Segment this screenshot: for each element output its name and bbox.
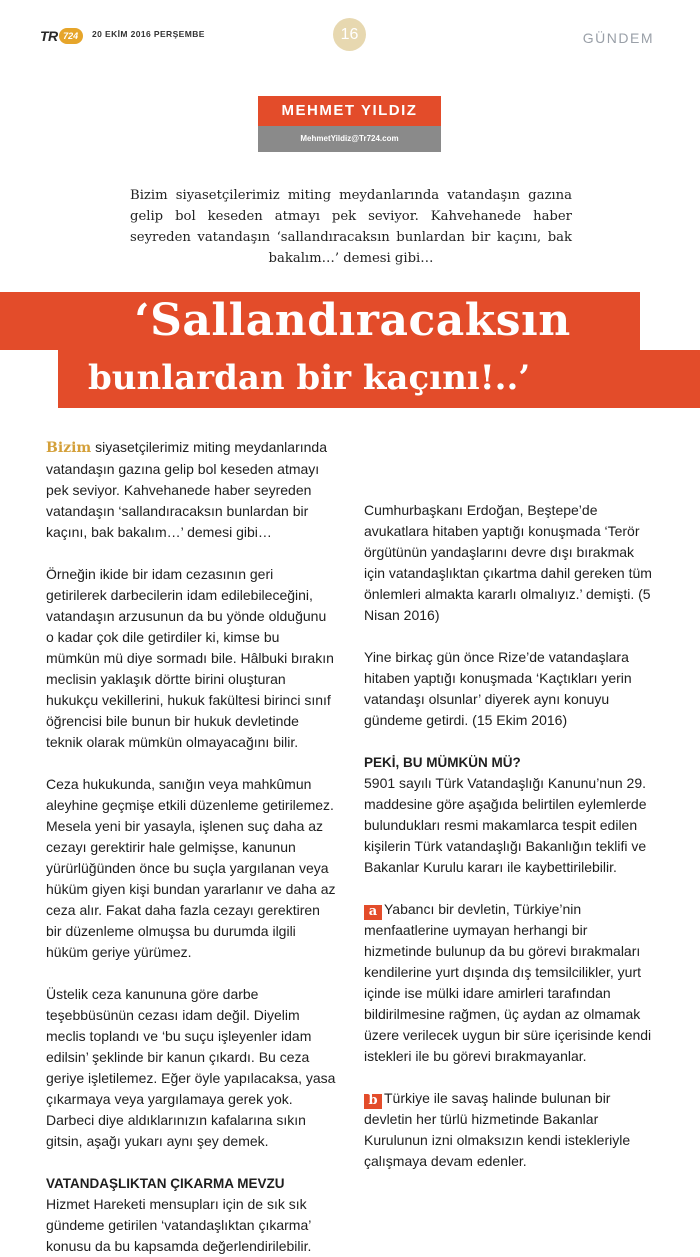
paragraph-text: siyasetçilerimiz miting meydanlarında vatandaşın gazına gelip bol keseden atmayı pek seviyor. Kahvehanede haber seyreden vatandaşın ‘sallandıracaksın bunlardan bir kaçını, bak bakalım…’ demesi gibi…	[46, 439, 327, 540]
paragraph: 5901 sayılı Türk Vatandaşlığı Kanunu’nun 29. maddesine göre aşağıda belirtilen eylemlerde bulundukları resmi makamlarca tespit edilen kişilerin Türk vatandaşlığı Bakanlığın teklifi ve Bakanlar Kurulu kararı ile kaybettirilebilir.	[364, 775, 647, 875]
list-item-text: Yabancı bir devletin, Türkiye’nin menfaatlerine uymayan herhangi bir hizmetinde bulunup da bu görevi bırakmaları kendilerine yurt dışında dış temsilcilikler, yurt içinde ise mülki idare amirleri tarafından bildirilmesine rağmen, üç aydan az olmamak üzere verilecek uygun bir süre içerisinde kendi istekleri ile bu görevi bırakmayanlar.	[364, 901, 652, 1064]
list-item-a	[364, 899, 654, 1067]
article-column-left	[46, 437, 336, 1257]
headline-line-1: ‘Sallandıracaksın	[134, 295, 571, 346]
paragraph	[46, 437, 336, 543]
article-column-right	[364, 437, 654, 1172]
list-item-b	[364, 1088, 654, 1172]
page-number: 16	[333, 18, 366, 51]
paragraph: Üstelik ceza kanununa göre darbe teşebbüsünün cezası idam değil. Diyelim meclis toplandı ve ‘bu suçu işleyenler idam edilsin’ şeklinde bir kanun çıkardı. Bu ceza geriye işletilemez. Eğer öyle yapılacaksa, yasa çıkarmaya veya yargılamaya gerek yok. Darbeci diye aldıklarınızın kafalarına sıkın gitsin, aşağı yukarı aynı şey demek.	[46, 986, 336, 1149]
item-marker-b: b	[364, 1094, 382, 1109]
item-marker-a: a	[364, 905, 382, 920]
page-header	[0, 0, 700, 70]
paragraph: Yine birkaç gün önce Rize’de vatandaşlara hitaben yaptığı konuşmada ‘Kaçtıkları yerin vatandaşı olsunlar’ diyerek aynı konuyu gündeme getirdi. (15 Ekim 2016)	[364, 649, 632, 728]
list-item-text: Türkiye ile savaş halinde bulunan bir devletin her türlü hizmetinde Bakanlar Kurulunun izni olmaksızın kendi istekleriyle çalışmaya devam edenler.	[364, 1090, 631, 1169]
author-email[interactable]: MehmetYildiz@Tr724.com	[258, 126, 441, 152]
logo-number-badge: 724	[59, 28, 83, 44]
paragraph: Örneğin ikide bir idam cezasının geri getirilerek darbecilerin idam edilebileceğini, vatandaşın arzusunun da bu yönde olduğunu o kadar çok dile getirdiler ki, kimse bu mümkün mü diye sormadı bile. Hâlbuki bırakın meclisin yaklaşık dörtte birini oluşturan hukukçu vekillerini, hukuk fakültesi birinci sınıf öğrencisi bile bunun bir hukuk devletinde teknik olarak mümkün olmayacağını bilir.	[46, 566, 334, 750]
subheading: VATANDAŞLIKTAN ÇIKARMA MEVZU	[46, 1176, 285, 1191]
intro-summary: Bizim siyasetçilerimiz miting meydanlarında vatandaşın gazına gelip bol keseden atmayı pek seviyor. Kahvehanede haber seyreden vatandaşın ‘sallandıracaksın bunlardan bir kaçını, bak bakalım…’ demesi gibi…	[130, 188, 572, 266]
paragraph: Cumhurbaşkanı Erdoğan, Beştepe’de avukatlara hitaben yaptığı konuşmada ‘Terör örgütünün yandaşlarını devre dışı bırakmak için vatandaşlıktan çıkartma dahil gereken tüm önlemleri almakta kararlı olmalıyız.’ demişti. (5 Nisan 2016)	[364, 502, 652, 623]
lead-word: Bizim	[46, 440, 92, 456]
paragraph: Ceza hukukunda, sanığın veya mahkûmun aleyhine geçmişe etkili düzenleme getirilemez. Mesela yeni bir yasayla, işlenen suç daha az cezayı gerektirir hale gelmişse, kanunun yürürlüğünden önce bu suçla yargılanan veya hüküm giyen kişi bundan yararlanır ve daha az ceza alır. Fakat daha fazla cezayı gerektiren bir düzenleme olmuşsa bu durumda ilgili hüküm geriye yürümez.	[46, 776, 336, 960]
tr724-logo	[40, 25, 83, 47]
subheading: PEKİ, BU MÜMKÜN MÜ?	[364, 755, 521, 770]
issue-date: 20 EKİM 2016 PERŞEMBE	[92, 29, 205, 39]
logo-tr: TR	[40, 28, 58, 44]
section-title: GÜNDEM	[582, 30, 654, 46]
author-name: MEHMET YILDIZ	[258, 96, 441, 126]
paragraph: Hizmet Hareketi mensupları için de sık sık gündeme getirilen ‘vatandaşlıktan çıkarma’ konusu da bu kapsamda değerlendirilebilir.	[46, 1196, 312, 1254]
headline-line-2: bunlardan bir kaçını!..’	[88, 358, 531, 398]
